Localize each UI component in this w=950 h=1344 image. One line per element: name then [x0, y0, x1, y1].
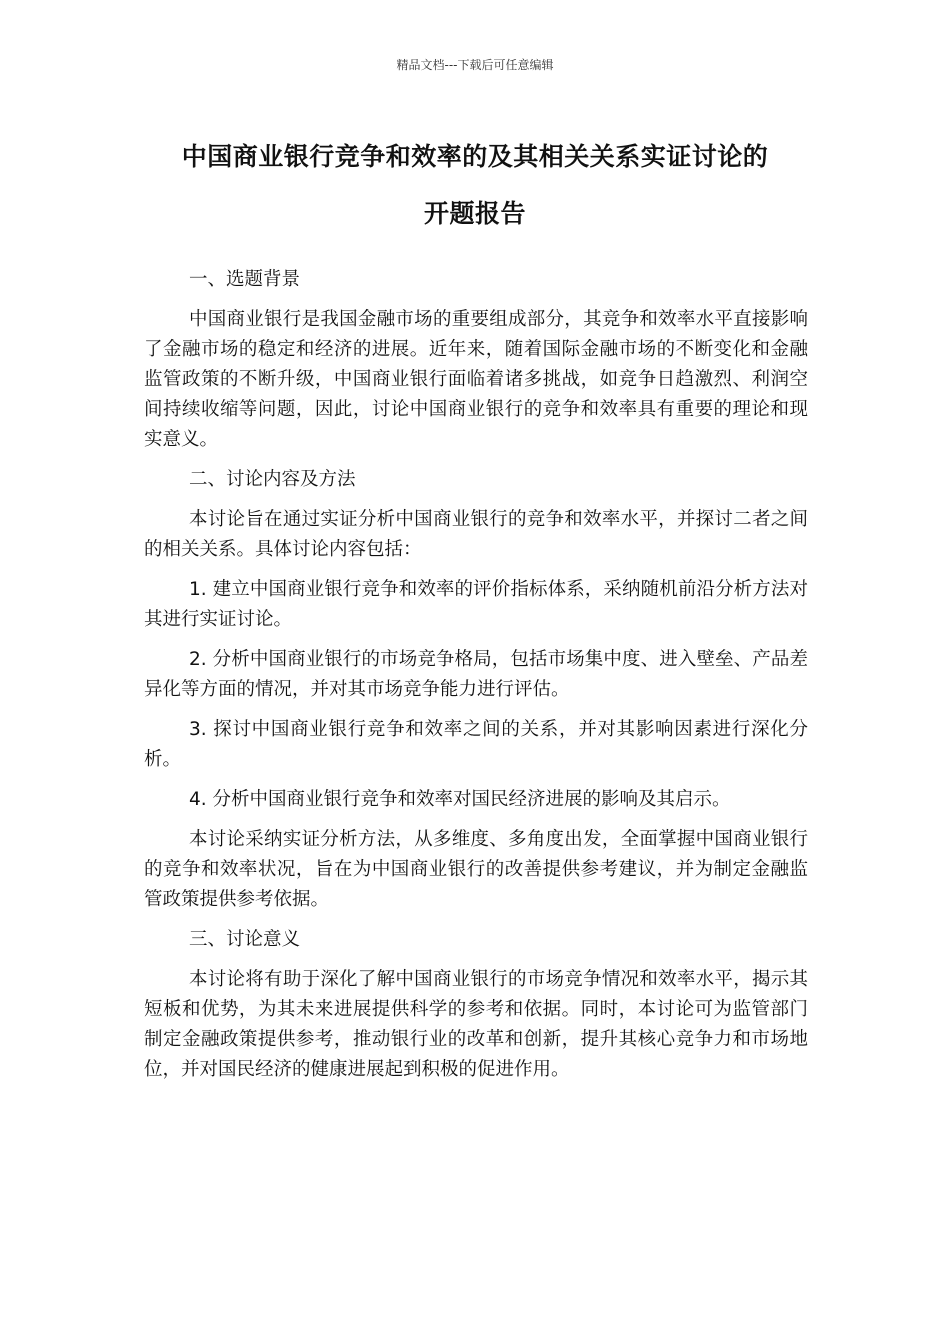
- title-line-1: 中国商业银行竞争和效率的及其相关关系实证讨论的: [181, 142, 769, 171]
- page-header: 精品文档---下载后可任意编辑: [396, 58, 554, 72]
- list-item-3: 3. 探讨中国商业银行竞争和效率之间的关系，并对其影响因素进行深化分析。: [144, 719, 808, 770]
- title-line-2: 开题报告: [423, 199, 526, 228]
- paragraph-content-intro: 本讨论旨在通过实证分析中国商业银行的竞争和效率水平，并探讨二者之间的相关关系。具体讨论内容包括：: [144, 509, 808, 560]
- section-heading-significance: 三、讨论意义: [189, 929, 301, 950]
- paragraph-method: 本讨论采纳实证分析方法，从多维度、多角度出发，全面掌握中国商业银行的竞争和效率状况，旨在为中国商业银行的改善提供参考建议，并为制定金融监管政策提供参考依据。: [144, 829, 808, 910]
- list-item-2: 2. 分析中国商业银行的市场竞争格局，包括市场集中度、进入壁垒、产品差异化等方面的情况，并对其市场竞争能力进行评估。: [144, 649, 808, 700]
- paragraph-background: 中国商业银行是我国金融市场的重要组成部分，其竞争和效率水平直接影响了金融市场的稳定和经济的进展。近年来，随着国际金融市场的不断变化和金融监管政策的不断升级，中国商业银行面临着诸多挑战，如竞争日趋激烈、利润空间持续收缩等问题，因此，讨论中国商业银行的竞争和效率具有重要的理论和现实意义。: [144, 309, 808, 450]
- section-heading-background: 一、选题背景: [189, 269, 301, 290]
- list-item-1: 1. 建立中国商业银行竞争和效率的评价指标体系，采纳随机前沿分析方法对其进行实证讨论。: [144, 579, 808, 630]
- paragraph-significance: 本讨论将有助于深化了解中国商业银行的市场竞争情况和效率水平，揭示其短板和优势，为其未来进展提供科学的参考和依据。同时，本讨论可为监管部门制定金融政策提供参考，推动银行业的改革和创新，提升其核心竞争力和市场地位，并对国民经济的健康进展起到积极的促进作用。: [144, 969, 808, 1080]
- document-body: [144, 265, 808, 1095]
- document-title: [120, 128, 830, 242]
- section-heading-content-method: 二、讨论内容及方法: [189, 469, 356, 490]
- list-item-4: 4. 分析中国商业银行竞争和效率对国民经济进展的影响及其启示。: [189, 789, 731, 810]
